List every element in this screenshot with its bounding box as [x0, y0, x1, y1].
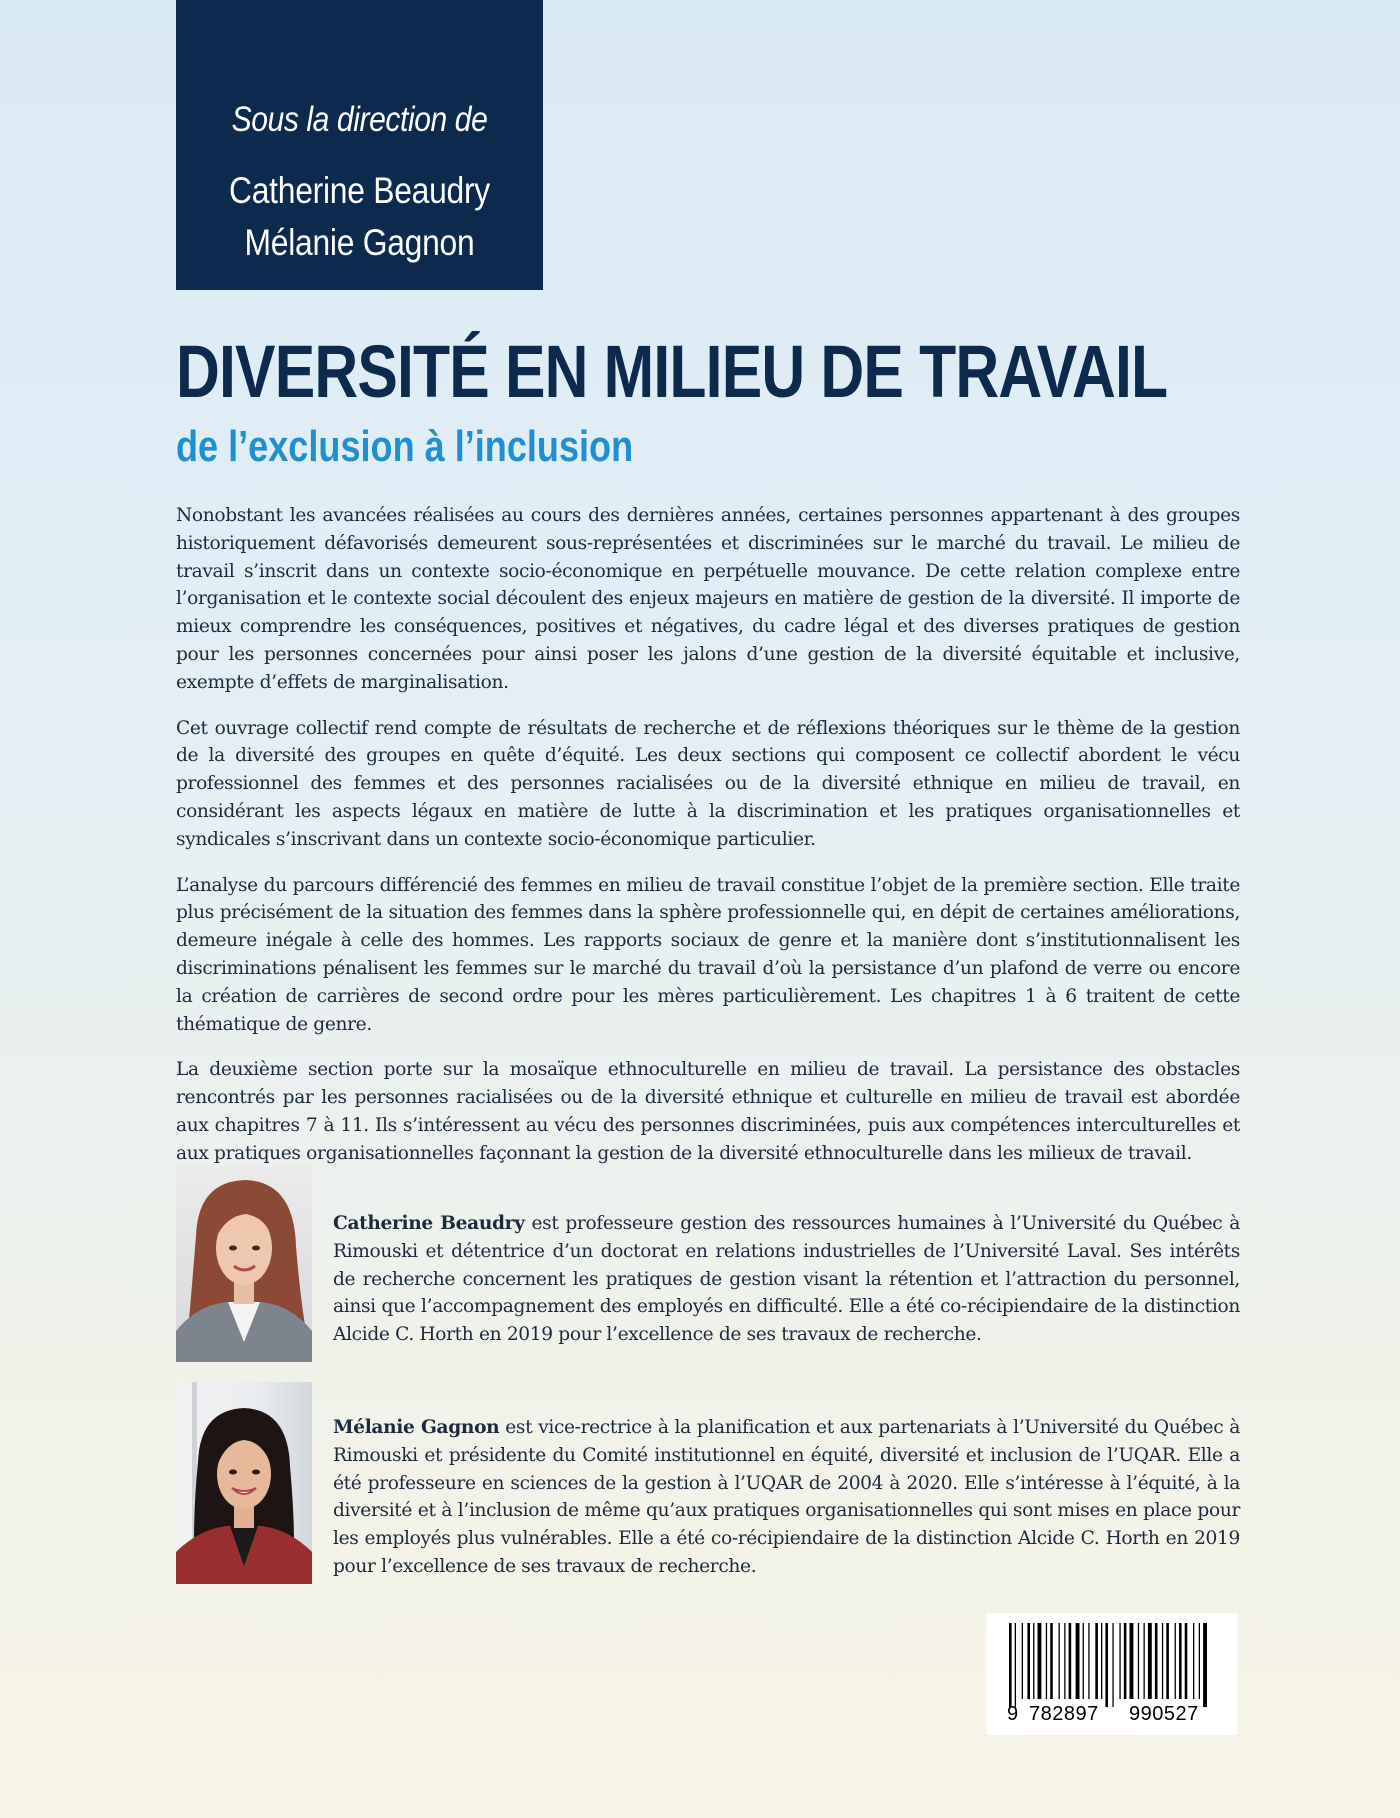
author-bio-2-description: est vice-rectrice à la planification et aux partenariats à l’Université du Québec à Rimouski et présidente du Comité institutionnel en équité, diversité et inclusion de l’UQAR. Elle a été professeure en sciences de la gestion à l’UQAR de 2004 à 2020. Elle s’intéresse à l’équité, à la diversité et à l’inclusion de même qu’aux pratiques organisationnelles qui sont mises en place pour les employés plus vulnérables. Elle a été co-récipiendaire de la distinction Alcide C. Horth en 2019 pour l’excellence de ses travaux de recherche.	[333, 1417, 1240, 1577]
barcode-bar	[1101, 1623, 1102, 1699]
barcode-bar	[1193, 1623, 1194, 1699]
barcode-bars	[987, 1613, 1237, 1735]
editor-intro: Sous la direction de	[231, 100, 488, 139]
barcode-bar	[1076, 1623, 1080, 1699]
author-bio-1-text	[333, 1210, 1240, 1349]
author-bio-2-name: Mélanie Gagnon	[333, 1417, 500, 1438]
editor-name-2: Mélanie Gagnon	[244, 222, 475, 263]
editor-box	[176, 0, 543, 290]
barcode-bar	[1083, 1623, 1084, 1699]
isbn-group-1: 782897	[1029, 1703, 1099, 1725]
barcode-bar	[1033, 1623, 1034, 1699]
barcode-bar	[1185, 1623, 1188, 1699]
book-subtitle: de l’exclusion à l’inclusion	[176, 422, 634, 471]
barcode-bar	[1155, 1623, 1158, 1699]
author-photo-2	[176, 1382, 312, 1584]
summary-paragraph-2: Cet ouvrage collectif rend compte de résultats de recherche et de réflexions théoriques sur le thème de la gestion de la diversité des groupes en quête d’équité. Les deux sections qui composent ce collectif abordent le vécu professionnel des femmes et des personnes racialisées ou de la diversité ethnique en milieu de travail, en considérant les aspects légaux en matière de lutte à la discrimination et les pratiques organisationnelles et syndicales s’inscrivant dans un contexte socio-économique particulier.	[176, 717, 1240, 850]
back-cover-summary	[176, 502, 1240, 1186]
isbn-barcode	[987, 1613, 1237, 1735]
barcode-bar	[1069, 1623, 1072, 1699]
barcode-bar	[1179, 1623, 1182, 1699]
summary-paragraph-4: La deuxième section porte sur la mosaïque ethnoculturelle en milieu de travail. La persistance des obstacles rencontrés par les personnes racialisées ou de la diversité ethnique et culturelle en milieu de travail est abordée aux chapitres 7 à 11. Ils s’intéressent au vécu des personnes discriminées, puis aux compétences interculturelles et aux pratiques organisationnelles façonnant la gestion de la diversité ethnoculturelle dans les milieux de travail.	[176, 1059, 1240, 1164]
barcode-bar	[1138, 1623, 1139, 1699]
barcode-bar	[1038, 1623, 1042, 1699]
barcode-bar	[1046, 1623, 1047, 1699]
author-bio-2	[176, 1382, 1240, 1584]
author-photo-1	[176, 1166, 312, 1362]
barcode-bar	[1144, 1623, 1145, 1699]
barcode-bar	[1009, 1623, 1012, 1707]
barcode-bar	[1119, 1623, 1120, 1699]
barcode-bar	[1130, 1623, 1134, 1699]
barcode-bar	[1203, 1623, 1207, 1707]
barcode-bar	[1175, 1623, 1176, 1699]
barcode-bar	[1124, 1623, 1127, 1699]
summary-paragraph-1: Nonobstant les avancées réalisées au cours des dernières années, certaines personnes appartenant à des groupes historiquement défavorisés demeurent sous-représentées et discriminées sur le marché du travail. Le milieu de travail s’inscrit dans un contexte socio-économique en perpétuelle mouvance. De cette relation complexe entre l’organisation et le contexte social découlent des enjeux majeurs en matière de gestion de la diversité. Il importe de mieux comprendre les conséquences, positives et négatives, du cadre légal et des diverses pratiques de gestion pour les personnes concernées pour ainsi poser les jalons d’une gestion de la diversité équitable et inclusive, exempte d’effets de marginalisation.	[176, 505, 1240, 693]
isbn-prefix: 9	[1007, 1703, 1019, 1725]
barcode-bar	[1027, 1623, 1030, 1699]
barcode-bar	[1095, 1623, 1098, 1699]
author-bio-1	[176, 1166, 1240, 1362]
barcode-bar	[1059, 1623, 1060, 1699]
editor-name-1: Catherine Beaudry	[229, 170, 490, 211]
summary-paragraph-3: L’analyse du parcours différencié des femmes en milieu de travail constitue l’objet de la première section. Elle traite plus précisément de la situation des femmes dans la sphère professionnelle qui, en dépit de certaines améliorations, demeure inégale à celle des hommes. Les rapports sociaux de genre et la manière dont s’institutionnalisent les discriminations pénalisent les femmes sur le marché du travail d’où la persistance d’un plafond de verre ou encore la création de carrières de second ordre pour les mères particulièrement. Les chapitres 1 à 6 traitent de cette thématique de genre.	[176, 874, 1240, 1035]
barcode-bar	[1050, 1623, 1053, 1699]
author-bio-1-name: Catherine Beaudry	[333, 1213, 525, 1234]
barcode-bar	[1162, 1623, 1163, 1699]
barcode-bar	[1015, 1623, 1016, 1707]
isbn-group-2: 990527	[1129, 1703, 1199, 1725]
author-bio-2-text	[333, 1414, 1240, 1581]
barcode-bar	[1166, 1623, 1169, 1699]
book-title: DIVERSITÉ EN MILIEU DE TRAVAIL	[176, 330, 1168, 413]
barcode-bar	[1199, 1623, 1200, 1699]
barcode-bar	[1112, 1623, 1113, 1707]
barcode-bar	[1088, 1623, 1089, 1699]
barcode-bar	[1022, 1623, 1023, 1699]
barcode-bar	[1105, 1623, 1108, 1707]
barcode-bar	[1148, 1623, 1152, 1699]
barcode-bar	[1064, 1623, 1065, 1699]
author-bio-1-description: est professeure gestion des ressources humaines à l’Université du Québec à Rimouski et détentrice d’un doctorat en relations industrielles de l’Université Laval. Ses intérêts de recherche concernent les pratiques de gestion visant la rétention et l’attraction du personnel, ainsi que l’accompagnement des employés en difficulté. Elle a été co-récipiendaire de la distinction Alcide C. Horth en 2019 pour l’excellence de ses travaux de recherche.	[333, 1213, 1240, 1346]
